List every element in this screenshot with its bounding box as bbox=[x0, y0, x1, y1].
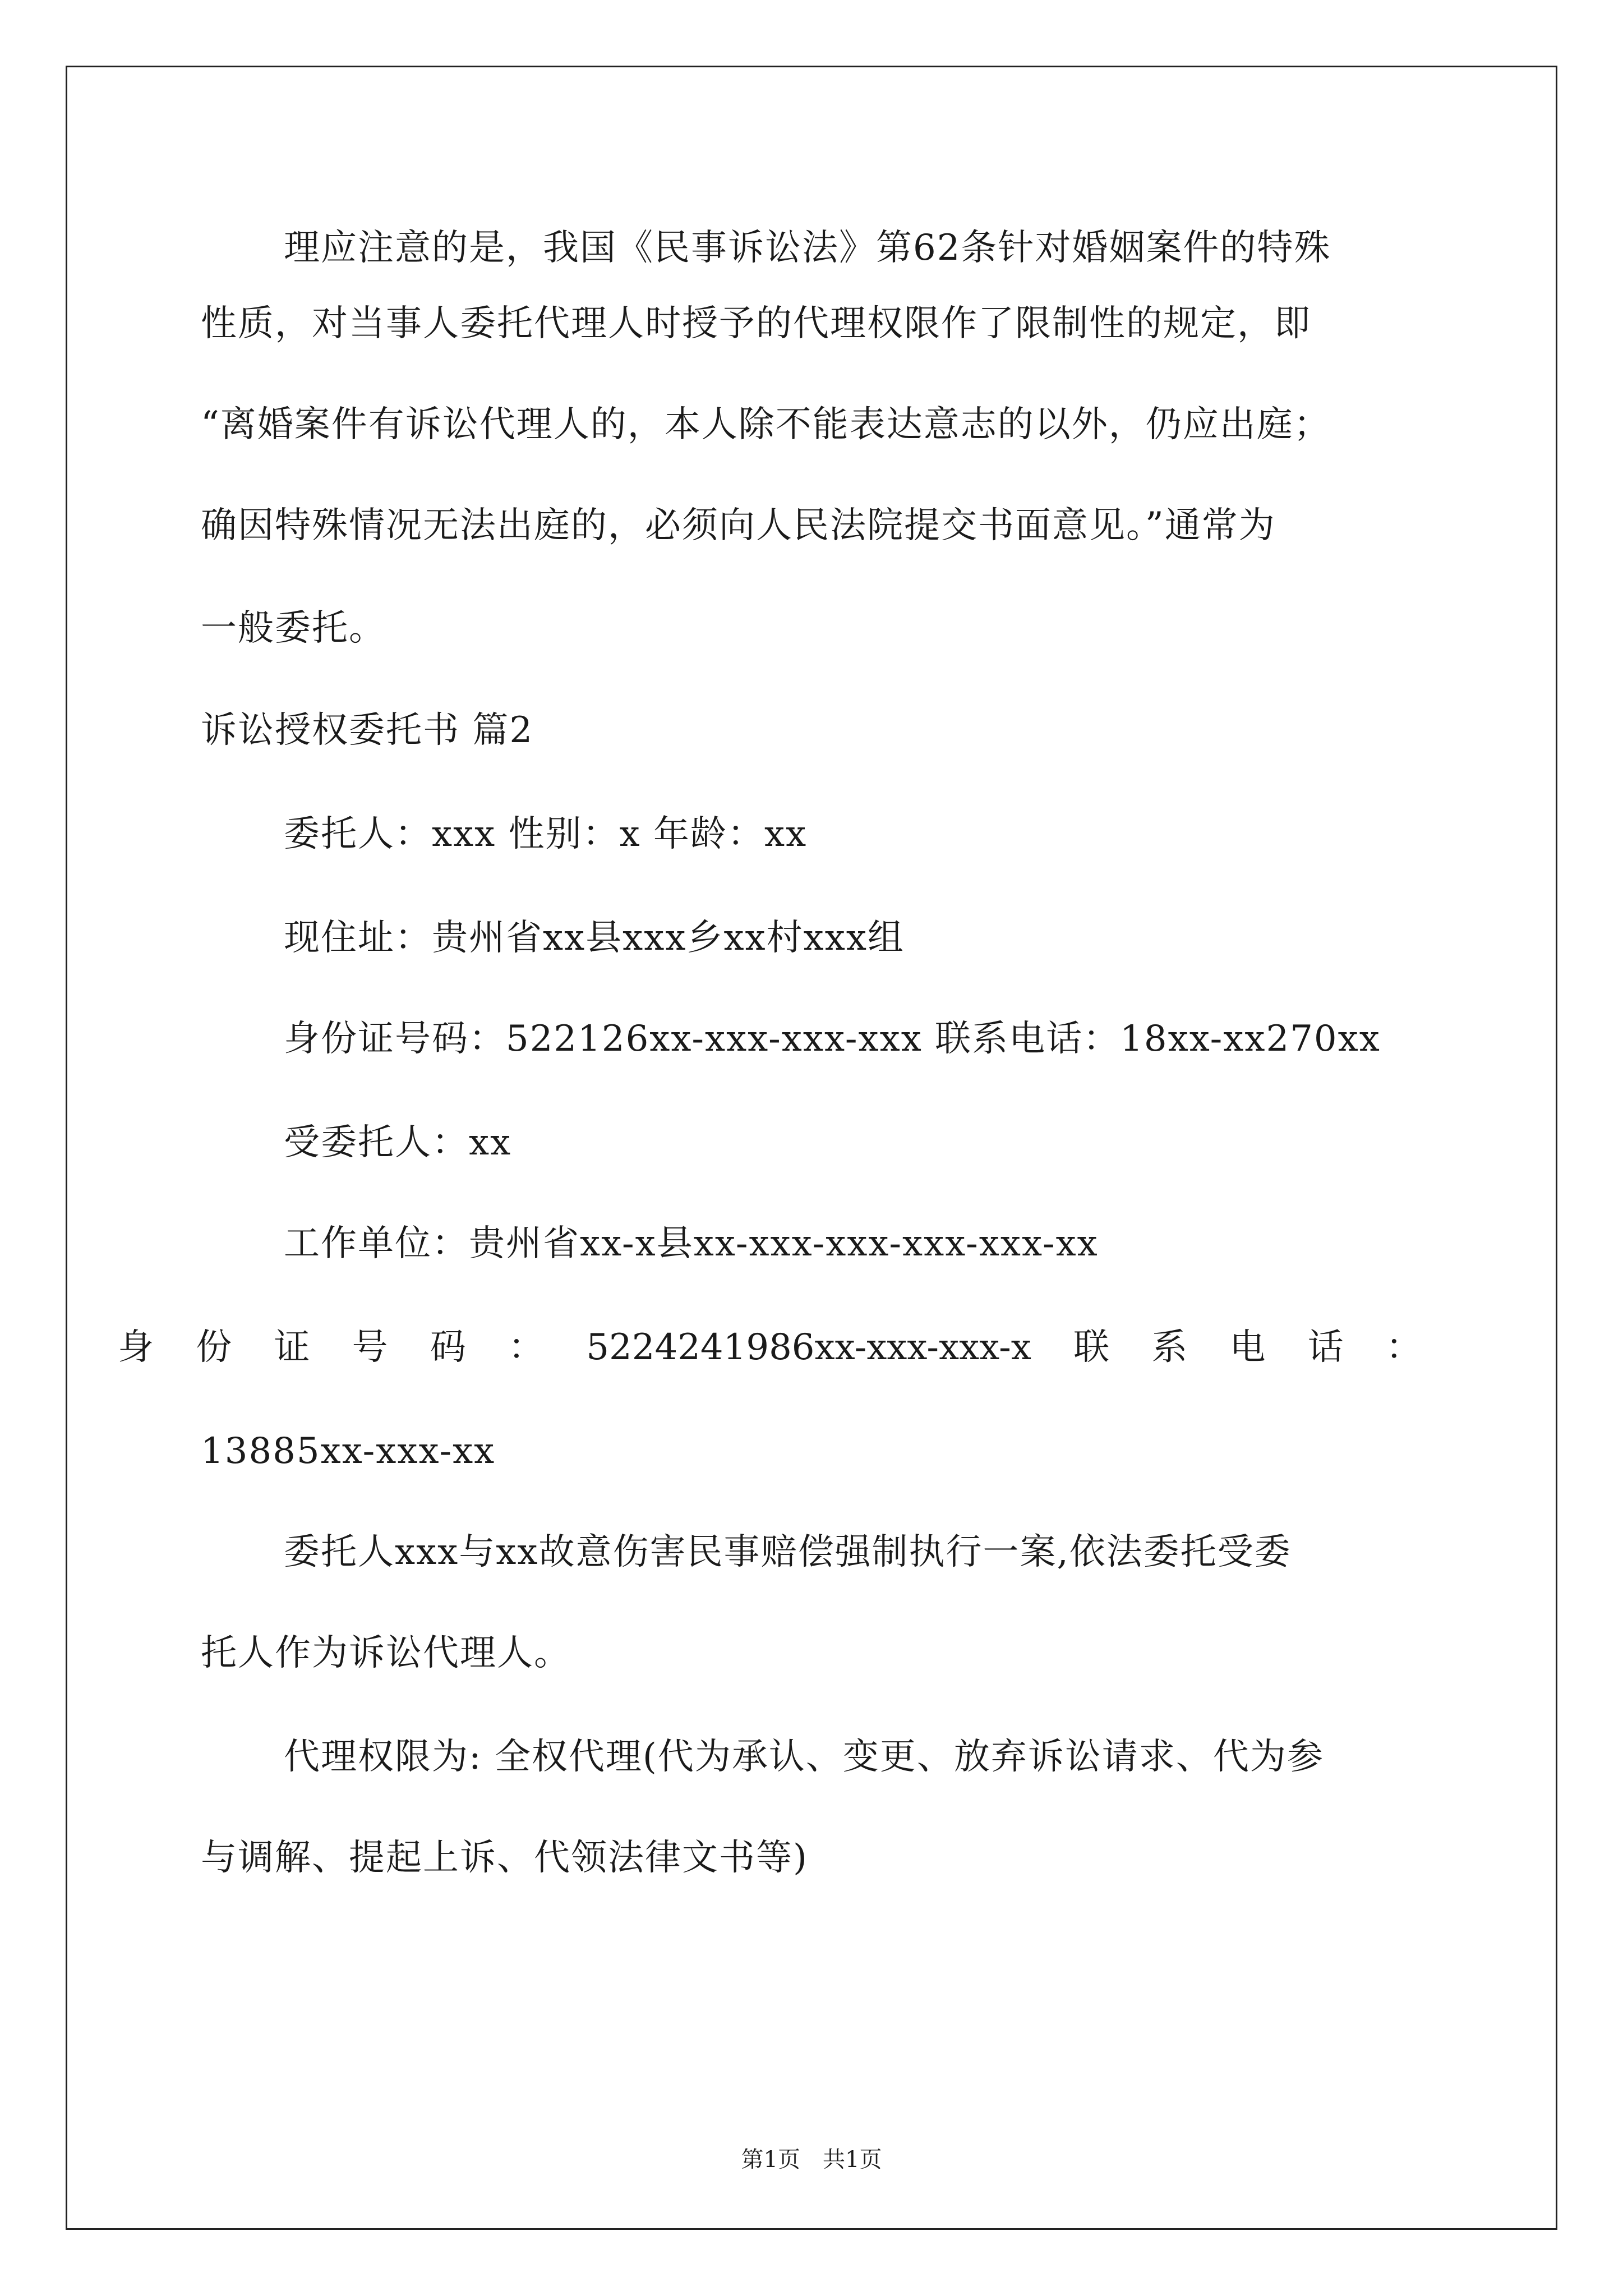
agent-id-part: 系 bbox=[1151, 1327, 1188, 1368]
paragraph-line: 性质，对当事人委托代理人时授予的代理权限作了限制性的规定，即 bbox=[201, 303, 1311, 344]
agent-id-part: 证 bbox=[274, 1327, 310, 1368]
agent-workplace: 工作单位：贵州省xx-x县xx-xxx-xxx-xxx-xxx-xx bbox=[284, 1223, 1099, 1264]
agent-id-part: 码 bbox=[430, 1327, 466, 1368]
agent-id-line bbox=[118, 1327, 1422, 1368]
paragraph-line: “离婚案件有诉讼代理人的，本人除不能表达意志的以外，仍应出庭； bbox=[201, 404, 1331, 445]
agent-id-part: ： bbox=[508, 1327, 545, 1368]
principal-id-phone: 身份证号码：522126xx-xxx-xxx-xxx 联系电话：18xx-xx270xx bbox=[284, 1018, 1381, 1060]
paragraph-line: 确因特殊情况无法出庭的，必须向人民法院提交书面意见。”通常为 bbox=[201, 505, 1276, 546]
paragraph-line: 代理权限为: 全权代理(代为承认、变更、放弃诉讼请求、代为参 bbox=[284, 1736, 1324, 1778]
agent-id-part: 身 bbox=[118, 1327, 154, 1368]
agent-id-part: 联 bbox=[1073, 1327, 1110, 1368]
agent-name: 受委托人：xx bbox=[284, 1122, 512, 1163]
principal-info: 委托人：xxx 性别：x 年龄：xx bbox=[284, 813, 808, 855]
paragraph-line: 一般委托。 bbox=[201, 608, 386, 649]
paragraph-line: 理应注意的是，我国《民事诉讼法》第62条针对婚姻案件的特殊 bbox=[284, 227, 1331, 269]
agent-phone: 13885xx-xxx-xx bbox=[201, 1430, 496, 1472]
agent-id-part: 话 bbox=[1307, 1327, 1344, 1368]
agent-id-part: 号 bbox=[352, 1327, 388, 1368]
section-heading: 诉讼授权委托书 篇2 bbox=[201, 710, 534, 751]
paragraph-line: 与调解、提起上诉、代领法律文书等) bbox=[201, 1837, 808, 1879]
agent-id-part: 份 bbox=[196, 1327, 232, 1368]
agent-id-number: 5224241986xx-xxx-xxx-x bbox=[586, 1327, 1031, 1368]
agent-id-part: ： bbox=[1385, 1327, 1422, 1368]
paragraph-line: 托人作为诉讼代理人。 bbox=[201, 1632, 571, 1674]
principal-address: 现住址：贵州省xx县xxx乡xx村xxx组 bbox=[284, 917, 905, 959]
page-footer: 第1页 共1页 bbox=[741, 2147, 882, 2173]
paragraph-line: 委托人xxx与xx故意伤害民事赔偿强制执行一案,依法委托受委 bbox=[284, 1531, 1292, 1573]
agent-id-part: 电 bbox=[1229, 1327, 1266, 1368]
